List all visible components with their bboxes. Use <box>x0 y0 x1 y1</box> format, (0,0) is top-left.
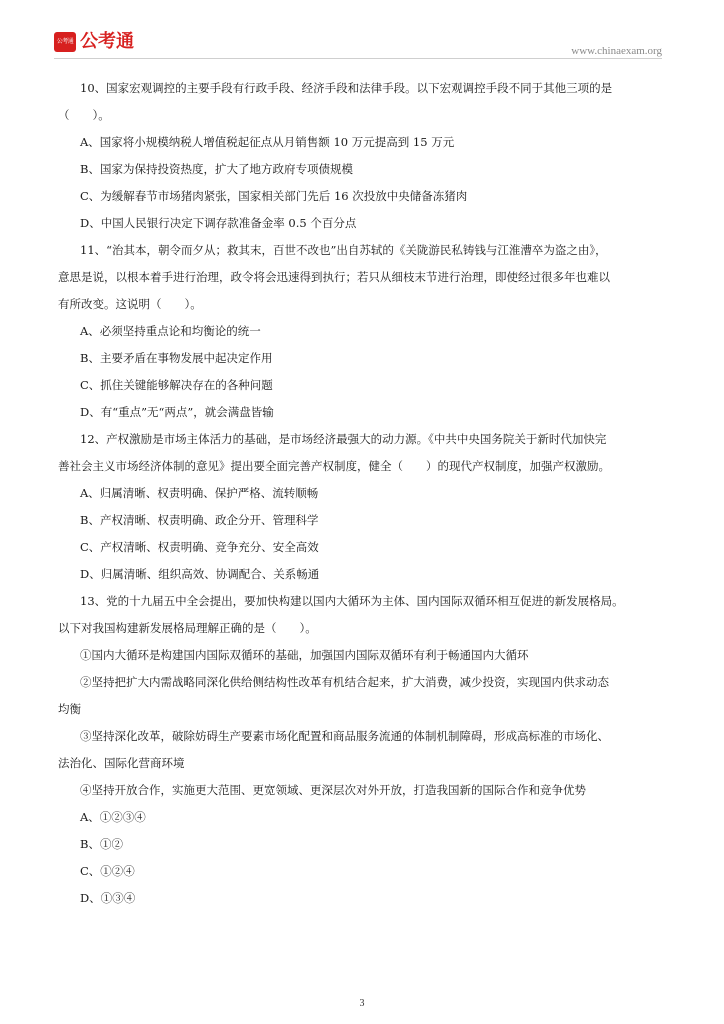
option-c: C、抓住关键能够解决存在的各种问题 <box>80 378 273 392</box>
option-d: D、中国人民银行决定下调存款准备金率 0.5 个百分点 <box>80 216 357 230</box>
question-stem-line: 11、“治其本，朝令而夕从；救其末，百世不改也”出自苏轼的《关陇游民私铸钱与江淮漕卒为盗之由》， <box>80 243 607 257</box>
option-a: A、必须坚持重点论和均衡论的统一 <box>80 324 261 338</box>
page-number: 3 <box>359 998 365 1009</box>
question-stem-line: 善社会主义市场经济体制的意见》提出要全面完善产权制度，健全（ ）的现代产权制度，加强产权激励。 <box>58 459 610 473</box>
statement-3-cont: 法治化、国际化营商环境 <box>58 756 185 770</box>
option-c: C、产权清晰、权责明确、竞争充分、安全高效 <box>80 540 319 554</box>
option-b: B、产权清晰、权责明确、政企分开、管理科学 <box>80 513 319 527</box>
logo-text: 公考通 <box>80 31 134 52</box>
question-stem-line: 12、产权激励是市场主体活力的基础，是市场经济最强大的动力源。《中共中央国务院关于新时代加快完 <box>80 432 607 446</box>
logo-badge: 公考通 <box>54 32 76 52</box>
option-d: D、有“重点”无“两点”，就会满盘皆输 <box>80 405 274 419</box>
question-13 <box>58 589 672 913</box>
question-stem-line: （ ）。 <box>58 108 110 122</box>
statement-2-cont: 均衡 <box>58 702 81 716</box>
question-stem-line: 以下对我国构建新发展格局理解正确的是（ ）。 <box>58 621 317 635</box>
option-c: C、①②④ <box>80 864 135 878</box>
option-b: B、国家为保持投资热度，扩大了地方政府专项债规模 <box>80 162 353 176</box>
option-a: A、归属清晰、权责明确、保护严格、流转顺畅 <box>80 486 319 500</box>
question-11 <box>58 238 672 427</box>
option-a: A、①②③④ <box>80 810 146 824</box>
option-d: D、①③④ <box>80 891 136 905</box>
option-d: D、归属清晰、组织高效、协调配合、关系畅通 <box>80 567 320 581</box>
option-b: B、主要矛盾在事物发展中起决定作用 <box>80 351 273 365</box>
statement-2: ②坚持把扩大内需战略同深化供给侧结构性改革有机结合起来，扩大消费，减少投资，实现国内供求动态 <box>80 675 609 689</box>
document-body <box>58 76 672 913</box>
question-stem-line: 有所改变。这说明（ ）。 <box>58 297 202 311</box>
question-10 <box>58 76 672 238</box>
header-divider <box>54 58 662 59</box>
option-a: A、国家将小规模纳税人增值税起征点从月销售额 10 万元提高到 15 万元 <box>80 135 455 149</box>
statement-1: ①国内大循环是构建国内国际双循环的基础，加强国内国际双循环有利于畅通国内大循环 <box>80 648 529 662</box>
statement-3: ③坚持深化改革，破除妨碍生产要素市场化配置和商品服务流通的体制机制障碍，形成高标准的市场化、 <box>80 729 609 743</box>
page-header <box>0 0 724 62</box>
option-b: B、①② <box>80 837 123 851</box>
question-stem-line: 10、国家宏观调控的主要手段有行政手段、经济手段和法律手段。以下宏观调控手段不同于其他三项的是 <box>80 81 613 95</box>
question-stem-line: 13、党的十九届五中全会提出，要加快构建以国内大循环为主体、国内国际双循环相互促进的新发展格局。 <box>80 594 624 608</box>
site-url[interactable]: www.chinaexam.org <box>571 45 662 57</box>
question-stem-line: 意思是说，以根本着手进行治理，政令将会迅速得到执行；若只从细枝末节进行治理，即使经过很多年也难以 <box>58 270 610 284</box>
question-12 <box>58 427 672 589</box>
statement-4: ④坚持开放合作，实施更大范围、更宽领域、更深层次对外开放，打造我国新的国际合作和竞争优势 <box>80 783 586 797</box>
option-c: C、为缓解春节市场猪肉紧张，国家相关部门先后 16 次投放中央储备冻猪肉 <box>80 189 468 203</box>
